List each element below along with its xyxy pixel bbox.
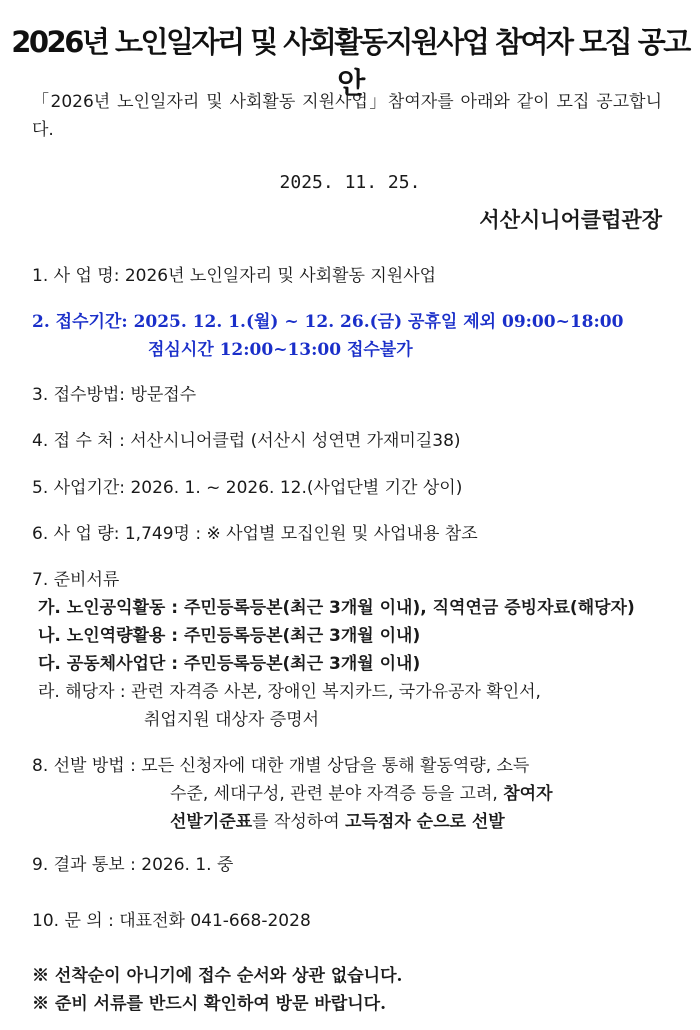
item-value: 2025. 12. 1.(월) ~ 12. 26.(금) 공휴일 제외 09:00~18:00 bbox=[133, 312, 624, 332]
document-value: 주민등록등본(최근 3개월 이내), 직역연금 증빙자료(해당자) bbox=[183, 598, 635, 618]
item-quantity bbox=[32, 520, 662, 548]
item-value: 모든 신청자에 대한 개별 상담을 통해 활동역량, 소득 bbox=[141, 756, 530, 776]
document-key: 다. 공동체사업단 : bbox=[38, 654, 179, 674]
item-label: 2. 접수기간: bbox=[32, 312, 128, 332]
selection-text: 를 작성하여 bbox=[252, 812, 340, 832]
selection-line3 bbox=[32, 808, 662, 836]
item-value: 1,749명 : ※ 사업별 모집인원 및 사업내용 참조 bbox=[124, 524, 478, 544]
document-item bbox=[32, 594, 662, 622]
item-value: 서산시니어클럽 (서산시 성연면 가재미길38) bbox=[130, 431, 461, 451]
page-title: 2026년 노인일자리 및 사회활동지원사업 참여자 모집 공고안 bbox=[11, 25, 689, 100]
item-business-name bbox=[32, 262, 662, 290]
item-label: 4. 접 수 처 : bbox=[32, 431, 125, 451]
item-value-line2: 점심시간 12:00~13:00 접수불가 bbox=[148, 340, 413, 360]
item-label: 8. 선발 방법 : bbox=[32, 756, 136, 776]
document-item bbox=[32, 650, 662, 678]
item-label: 1. 사 업 명: bbox=[32, 266, 120, 286]
item-label: 6. 사 업 량: bbox=[32, 524, 120, 544]
document-value-line2: 취업지원 대상자 증명서 bbox=[144, 710, 320, 730]
selection-text: 수준, 세대구성, 관련 분야 자격증 등을 고려, bbox=[170, 784, 498, 804]
notice-note: ※ 준비 서류를 반드시 확인하여 방문 바랍니다. bbox=[32, 994, 387, 1014]
selection-emphasis: 고득점자 순으로 선발 bbox=[345, 812, 505, 832]
intro-text: 「2026년 노인일자리 및 사회활동 지원사업」참여자를 아래와 같이 모집 공고합니다. bbox=[32, 92, 662, 140]
item-value: 2026. 1. ~ 2026. 12.(사업단별 기간 상이) bbox=[130, 478, 463, 498]
item-value: 2026년 노인일자리 및 사회활동 지원사업 bbox=[124, 266, 437, 286]
item-place bbox=[32, 427, 662, 455]
document-key: 라. 해당자 : bbox=[38, 682, 126, 702]
item-value: 대표전화 041-668-2028 bbox=[119, 911, 311, 931]
document-key: 가. 노인공익활동 : bbox=[38, 598, 179, 618]
item-label: 5. 사업기간: bbox=[32, 478, 126, 498]
item-value: 2026. 1. 중 bbox=[141, 855, 234, 875]
item-biz-period bbox=[32, 474, 662, 502]
document-value: 관련 자격증 사본, 장애인 복지카드, 국가유공자 확인서, bbox=[131, 682, 541, 702]
item-label: 10. 문 의 : bbox=[32, 911, 114, 931]
item-label: 7. 준비서류 bbox=[32, 570, 120, 590]
item-label: 3. 접수방법: bbox=[32, 385, 126, 405]
item-contact bbox=[32, 907, 662, 935]
selection-emphasis: 참여자 bbox=[503, 784, 553, 804]
selection-line2 bbox=[32, 780, 662, 808]
item-selection bbox=[32, 752, 662, 836]
document-item-extra bbox=[32, 678, 662, 706]
notice-date: 2025. 11. 25. bbox=[279, 172, 421, 193]
document-value: 주민등록등본(최근 3개월 이내) bbox=[183, 654, 421, 674]
item-result bbox=[32, 851, 662, 879]
selection-emphasis: 선발기준표 bbox=[170, 812, 253, 832]
item-method bbox=[32, 381, 662, 409]
item-value: 방문접수 bbox=[130, 385, 197, 405]
item-label: 9. 결과 통보 : bbox=[32, 855, 136, 875]
notice-note: ※ 선착순이 아니기에 접수 순서와 상관 없습니다. bbox=[32, 966, 403, 986]
item-period bbox=[32, 308, 662, 364]
document-key: 나. 노인역량활용 : bbox=[38, 626, 179, 646]
document-value: 주민등록등본(최근 3개월 이내) bbox=[183, 626, 421, 646]
item-documents bbox=[32, 566, 662, 734]
document-item bbox=[32, 622, 662, 650]
issuer-name: 서산시니어클럽관장 bbox=[479, 207, 662, 232]
